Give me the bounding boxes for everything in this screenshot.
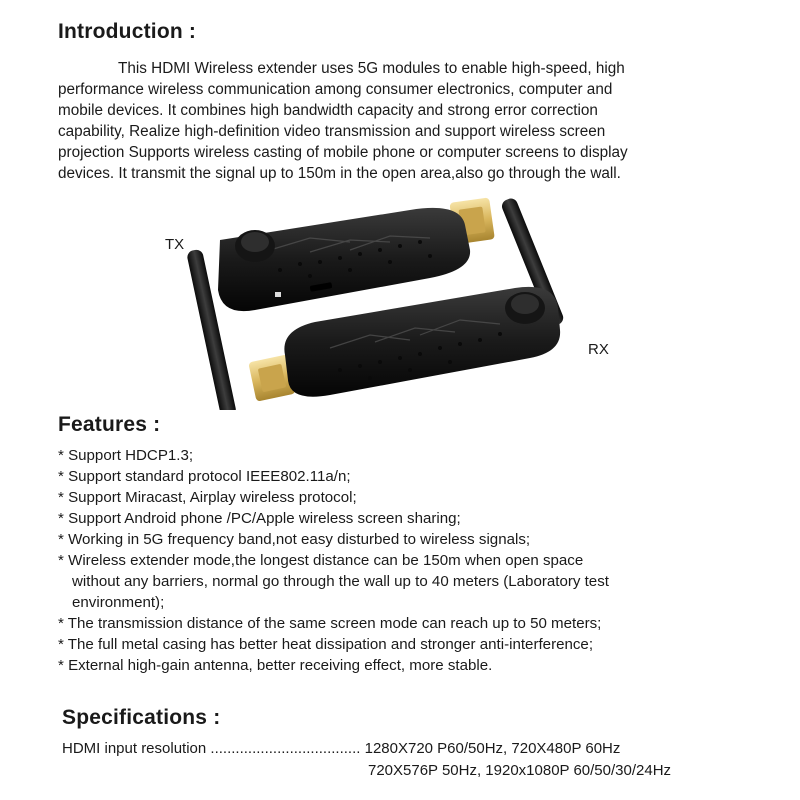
feature-item: * The transmission distance of the same screen mode can reach up to 50 meters; (58, 615, 602, 632)
intro-line: capability, Realize high-definition video transmission and support wireless screen (58, 123, 606, 140)
feature-item: * Working in 5G frequency band,not easy disturbed to wireless signals; (58, 531, 531, 548)
specifications-heading: Specifications : (62, 706, 221, 729)
rx-label: RX (588, 341, 609, 358)
introduction-heading: Introduction : (58, 20, 197, 43)
specifications-table (62, 738, 742, 782)
features-list (58, 445, 758, 676)
feature-item: * The full metal casing has better heat dissipation and stronger anti-interference; (58, 636, 594, 653)
features-heading: Features : (58, 413, 161, 436)
feature-item-continuation: environment); (72, 594, 165, 611)
tx-label: TX (165, 236, 185, 253)
feature-item: * Support standard protocol IEEE802.11a/n; (58, 468, 351, 485)
intro-line: performance wireless communication among consumer electronics, computer and (58, 81, 613, 98)
feature-item: * External high-gain antenna, better receiving effect, more stable. (58, 657, 493, 674)
spec-value: 1280X720 P60/50Hz, 720X480P 60Hz (364, 740, 621, 757)
feature-item: * Support HDCP1.3; (58, 447, 194, 464)
introduction-paragraph (58, 58, 738, 184)
spec-label: HDMI input resolution .................................... (62, 740, 361, 757)
spec-row-hdmi-input (62, 738, 742, 760)
feature-item: * Support Android phone /PC/Apple wireless screen sharing; (58, 510, 461, 527)
product-photo (160, 180, 620, 410)
intro-line: This HDMI Wireless extender uses 5G modules to enable high-speed, high (118, 60, 625, 77)
feature-item: * Wireless extender mode,the longest distance can be 150m when open space (58, 552, 584, 569)
intro-line: projection Supports wireless casting of mobile phone or computer screens to display (58, 144, 628, 161)
feature-item: * Support Miracast, Airplay wireless protocol; (58, 489, 357, 506)
feature-item-continuation: without any barriers, normal go through the wall up to 40 meters (Laboratory test (72, 573, 609, 590)
spec-value-continuation: 720X576P 50Hz, 1920x1080P 60/50/30/24Hz (368, 762, 672, 779)
intro-line: mobile devices. It combines high bandwidth capacity and strong error correction (58, 102, 598, 119)
intro-line: devices. It transmit the signal up to 150m in the open area,also go through the wall. (58, 165, 621, 182)
